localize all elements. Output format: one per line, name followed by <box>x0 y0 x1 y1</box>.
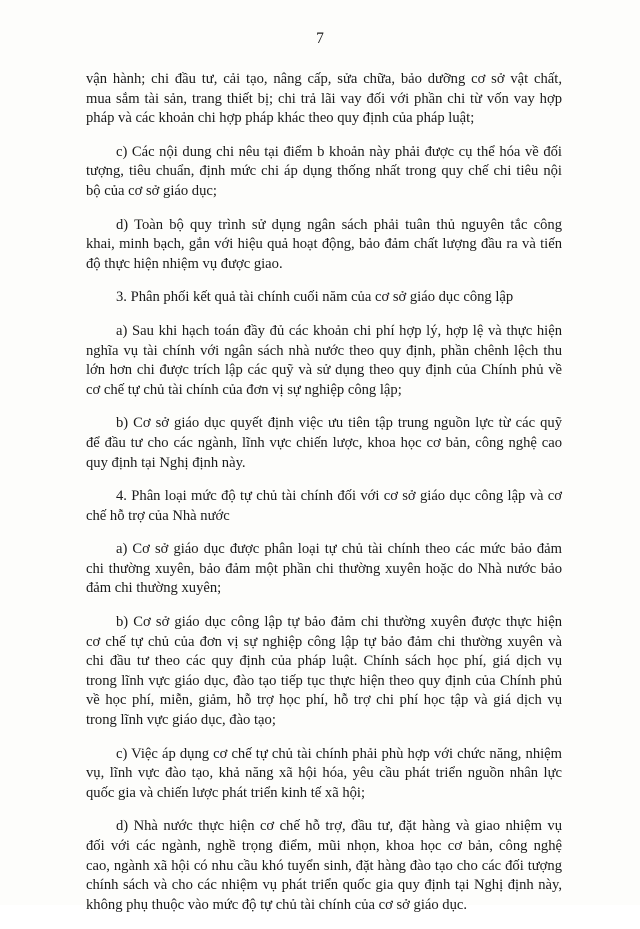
text-line: để đầu tư cho các ngành, lĩnh vực chiến lược, khoa học cơ bản, công nghệ cao <box>86 434 562 451</box>
text-line: b) Cơ sở giáo dục quyết định việc ưu tiên tập trung nguồn lực từ các quỹ <box>116 415 562 432</box>
text-line: đảm chi thường xuyên; <box>86 580 222 597</box>
text-line: a) Cơ sở giáo dục được phân loại tự chủ tài chính theo các mức bảo đảm <box>116 541 562 558</box>
text-line: cao, ngành xã hội có nhu cầu khó tuyển sinh, đặt hàng đào tạo cho các đối tượng <box>86 857 562 874</box>
text-line: mua sắm tài sản, trang thiết bị; chi trả lãi vay đối với phần chi từ vốn vay hợp <box>86 90 562 107</box>
paragraph <box>86 322 562 400</box>
text-line: c) Các nội dung chi nêu tại điểm b khoản này phải được cụ thể hóa về đối <box>116 143 562 160</box>
paragraph <box>86 288 562 308</box>
text-line: chi đầu tư theo các quy định của pháp luật. Chính sách học phí, giá dịch vụ <box>86 653 562 670</box>
paragraph <box>86 414 562 473</box>
text-line: pháp và các khoản chi hợp pháp khác theo quy định của pháp luật; <box>86 110 475 127</box>
text-line: lớn hơn chi được trích lập các quỹ và sử dụng theo quy định của Chính phủ về <box>86 362 562 379</box>
text-line: bộ của cơ sở giáo dục; <box>86 182 217 199</box>
text-line: a) Sau khi hạch toán đầy đủ các khoản chi phí hợp lý, hợp lệ và thực hiện <box>116 322 562 339</box>
text-line: cơ chế tự chủ tài chính của đơn vị sự nghiệp công lập; <box>86 381 402 398</box>
text-line: quốc gia và chiến lược phát triển kinh tế xã hội; <box>86 784 366 801</box>
text-line: d) Toàn bộ quy trình sử dụng ngân sách phải tuân thủ nguyên tắc công <box>116 216 562 233</box>
text-line: 3. Phân phối kết quả tài chính cuối năm của cơ sở giáo dục công lập <box>116 289 514 306</box>
text-line: nghĩa vụ tài chính với ngân sách nhà nước theo quy định, phần chênh lệch thu <box>86 342 562 359</box>
text-line: d) Nhà nước thực hiện cơ chế hỗ trợ, đầu tư, đặt hàng và giao nhiệm vụ <box>116 818 562 835</box>
text-line: 4. Phân loại mức độ tự chủ tài chính đối với cơ sở giáo dục công lập và cơ <box>116 488 562 505</box>
text-line: quy định tại Nghị định này. <box>86 454 246 471</box>
text-line: vụ, lĩnh vực đào tạo, khả năng xã hội hóa, yêu cầu phát triển nguồn nhân lực <box>86 765 562 782</box>
paragraph <box>86 143 562 202</box>
text-line: độ thực hiện nhiệm vụ được giao. <box>86 255 283 272</box>
text-line: tượng, tiêu chuẩn, định mức chi áp dụng thống nhất trong quy chế chi tiêu nội <box>86 163 562 180</box>
text-line: về học phí, miễn, giảm, hỗ trợ học phí, hỗ trợ chi phí học tập và giá dịch vụ <box>86 692 562 709</box>
paragraph <box>86 487 562 526</box>
text-line: không phụ thuộc vào mức độ tự chủ tài chính của cơ sở giáo dục. <box>86 896 468 913</box>
paragraph <box>86 540 562 599</box>
text-line: cơ chế tự chủ của đơn vị sự nghiệp công lập tự bảo đảm chi thường xuyên và <box>86 633 562 650</box>
text-line: chi thường xuyên, bảo đảm một phần chi thường xuyên hoặc do Nhà nước bảo <box>86 560 562 577</box>
document-body <box>86 70 562 929</box>
text-line: đối với các ngành, nghề trọng điểm, mũi nhọn, khoa học cơ bản, công nghệ <box>86 838 562 854</box>
paragraph <box>86 745 562 804</box>
paragraph <box>86 70 562 129</box>
text-line: chính sách và cho các nhiệm vụ phát triển quốc gia quy định tại Nghị định này, <box>86 877 562 894</box>
text-line: trong lĩnh vực giáo dục, đào tạo tiếp tục thực hiện theo quy định của Chính phủ <box>86 672 562 689</box>
text-line: b) Cơ sở giáo dục công lập tự bảo đảm chi thường xuyên được thực hiện <box>116 614 562 631</box>
text-line: chế hỗ trợ của Nhà nước <box>86 507 230 524</box>
text-line: khai, minh bạch, gắn với hiệu quả hoạt động, bảo đảm chất lượng đầu ra và tiến <box>86 236 562 253</box>
paragraph <box>86 817 562 915</box>
text-line: trong lĩnh vực giáo dục, đào tạo; <box>86 712 276 729</box>
page-number: 7 <box>316 30 324 47</box>
paragraph <box>86 613 562 731</box>
text-line: vận hành; chi đầu tư, cải tạo, nâng cấp, sửa chữa, bảo dưỡng cơ sở vật chất, <box>86 71 562 87</box>
paragraph <box>86 216 562 275</box>
text-line: c) Việc áp dụng cơ chế tự chủ tài chính phải phù hợp với chức năng, nhiệm <box>116 745 562 762</box>
